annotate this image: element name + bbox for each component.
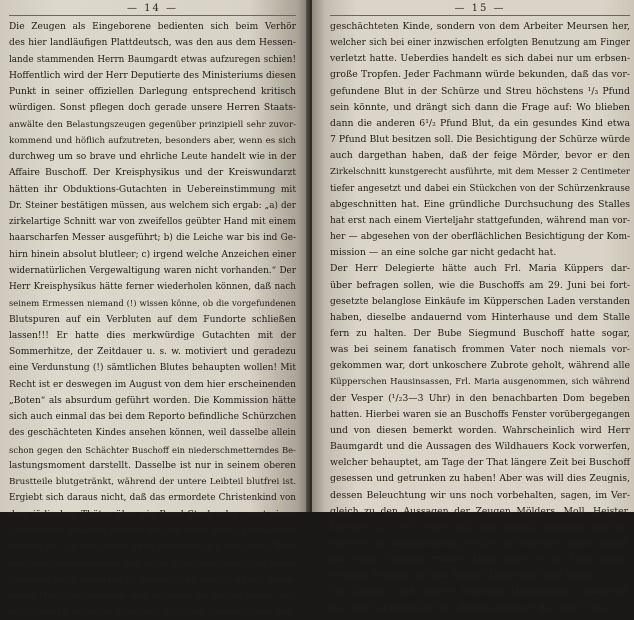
text-line: schon gegen den Schächter Buschoff ein niederschmetterndes Be- [9,444,296,455]
text-line: 7 Pfund Blut besitzen soll. Die Besichtigung der Schürze würde [330,134,631,146]
text-line: gleich zu den Aussagen der Zeugen Mölders, Moll, Heister, [330,505,630,517]
text-line: anwälte den Belastungszeugen gegenüber prinzipiell sehr zuvor- [9,119,296,130]
text-line: welcher sich bei einer inzwischen erfolgten Benutzung am Finger [330,38,630,49]
right-page-text [330,19,630,617]
page-number-right: — 15 — [330,3,630,16]
text-line: haben, dieselbe andauernd vom Hinterhause und dem Stalle [330,311,630,323]
text-line: Die Zeugen als Eingeborene bedienten sich beim Verhör [9,22,296,32]
text-line: der Vesper (¹/₂3—3 Uhr) in den benachbarten Dom begeben [330,392,630,404]
text-line: bar, und hat nunmehr der „Reichsanzeiger“ das Wort. Was [330,602,607,614]
text-line: hatten. Hierbei waren sie an Buschoffs Fenster vorübergegangen [330,409,630,420]
text-line: Umstand giebt ebenfalls zu denken. Und was ist an der Wann- [9,574,297,585]
text-line: welcher behauptet, am Tage der That längere Zeit bei Buschoff [330,457,630,469]
text-line: gefundene Blut in der Schürze und Streu höchstens ¹/₃ Pfund [330,85,630,97]
text-line: dessen Beleuchtung wir uns noch vorbehalten, sagen, im Ver- [330,489,630,501]
text-line: Sommerhitze, der Zeitdauer u. s. w. motiviert und geradezu [9,347,296,357]
text-line: her — abgesehen von der oberflächlichen Besichtigung der Kom- [330,232,630,243]
text-line: was bei seinem fanatisch frommen Vater noch niemals vor- [330,344,630,356]
text-line: „Boten“ als absurdum geführt worden. Die Kommission hätte [9,395,296,406]
text-line: ersterer sei unglaubwürdig, weil er bei schwerer Arbeit mand- [330,538,630,549]
text-line: mission — an eine solche gar nicht gedacht hat. [330,247,557,259]
text-line: lastungsmoment darstellt. Dasselbe ist nur in seinem oberen [9,460,296,471]
text-line: würdige Zeugen auf dem flachen Lande gar nicht mehr. [330,570,594,582]
text-line: lassen!!! Er hatte dies merkwürdige Gutachten mit der [9,330,296,341]
text-line: abgeschnitten hat. Eine gründliche Durchsuchung des Stalles [330,198,630,210]
text-line: sich auch einmal das bei dem Reporto befindliche Schürzchen [9,412,297,422]
text-line: gekommen war, dort unkoschere Zubrote geholt, während alle [330,360,630,372]
text-line: Der Herr Delegierte hätte auch Frl. Maria Küppers dar- [330,263,630,275]
text-line: tiefer angesetzt und dabei ein Stückchen von der Schürzenkrause [330,183,630,194]
text-line: widernatürlichen Vergewaltigung waren nicht vorhanden.“ Der [9,265,296,276]
text-line: verletzt hatte. Ueberdies handelt es sich dabei nur um erbsen- [330,53,630,65]
text-line: und von diesen bemerkt worden. Wahrscheinlich wird Herr [330,424,630,436]
text-line: große Tropfen. Jeder Fachmann würde bekunden, daß das vor- [330,69,630,81]
text-line: Herr Kreisphysikus hätte ferner wiederholen können, daß nach [9,282,296,292]
text-line: durchweg um so brave und ehrliche Leute handelt wie in der [9,152,296,162]
text-line: Kernder u. s. w.? Oder will man wirklich glauben machen, [330,521,630,533]
text-line: eine Verdunstung (!) sämtlichen Blutes behaupten wollen! Mit [9,363,296,374]
text-line: fern zu halten. Der Bube Siegmund Buschoff hatte sogar, [330,327,630,339]
text-line: seinem Ermessen niemand (!) wissen könne, ob die vorgefundenen [9,298,296,309]
text-line: dann die anderen 6¹/₂ Pfund Blut, da ein gesundes Kind etwa [330,117,630,129]
text-line: mühle (Kornklappermühle, welche neben der Leiche stand), vor- [9,590,296,601]
text-line: über befragen sollen, wie die Buschoffs am 29. Juni bei fort- [330,279,630,291]
text-line: hirn hinein absolut blutleer; c) irgend welche Anzeichen einer [9,249,296,260]
text-line: Brustteile blutgetränkt, während der untere Leibteil blutfrei ist. [9,477,296,487]
text-line: des geschächteten Kindes ansehen können, weil dasselbe allein [9,428,296,439]
left-page [0,0,310,617]
left-page-text [9,19,296,620]
text-line: Im übrigen sind unsere früheren Darlegungen unanfecht- [330,586,630,598]
right-page [312,0,634,614]
text-line: dem jüdischen Thäter über ein Bund Stroh oder sonst einen [9,509,296,520]
text-line: Küpperschen Hausinsassen, Frl. Maria ausgenommen, sich während [330,377,630,388]
page-number-left: — 14 — [9,3,296,16]
text-line: gesetzte belanglose Einkäufe im Küpperschen Laden verstanden [330,296,630,307]
text-line: hat erst nach einem Vierteljahr stattgefunden, während man vor- [330,215,630,226]
text-line: Recht ist er deswegen im August von dem hier erscheinenden [9,379,296,390]
text-line: zirkelartige Schnitt war von zweifellos geübter Hand mit einem [9,217,296,227]
text-line: Punkt in seiner offiziellen Darlegung entsprechend kritisch [9,87,296,97]
text-line: worden ist? An dem einen Fuße befanden sich auch noch Blut- [9,542,296,552]
text-line: würdigen. Sonst pflegen doch gerade unsere Herren Staats- [9,103,296,114]
text-line: Dr. Steiner bestätigen müssen, aus welchem sich ergab: „a) der [9,200,296,211]
text-line: geschächteten Kinde, sondern von dem Arbeiter Meursen her, [330,21,630,32]
text-line: Gegenstand gehalten worden und auf diese Weise geschächtet [9,525,296,536]
text-line: kommend und höflich aufzutreten, besonders aber, wenn es sich [9,135,296,146]
text-line: sein könnte, und drängt sich dann die Frage auf: Wo blieben [330,101,630,113]
text-line: lande stammenden Herrn Baumgardt etwas aufzuregen schien! [9,54,296,65]
text-line: Affaire Buschoff. Der Kreisphysikus und der Kreiswundarzt [9,168,296,179]
text-line: Zirkelschnitt kunstgerecht ausführte, mit dem Messer 2 Centimeter [330,167,630,178]
text-line: Blutspuren auf ein Verbluten auf dem Fundorte schließen [9,314,296,325]
text-line: gesessen und getrunken zu haben! Aber was will dies Zeugnis, [330,473,630,485]
text-line: teile, aber gewissermaßen Blut selbst auffallenderweise gar! Dieser [9,558,296,569]
text-line: hätten ihr Obduktions-Gutachten in Uebereinstimmung mit [9,184,296,195]
text-line: Baumgardt und die Aussagen des Wildhauers Kock vorwerfen, [330,441,630,453]
text-line: des hier landläufigen Plattdeutsch, was den aus dem Hessen- [9,38,296,49]
text-line: haarscharfen Messer ausgeführt; b) die Leiche war bis ind Ge- [9,233,296,244]
text-line: gefundenen Blutspritzer anbelangt, so führen diese nicht von dem [9,607,294,617]
text-line: Hoffentlich wird der Herr Deputierte des Ministeriums diesen [9,70,296,81]
text-line: Ergiebt sich daraus nicht, daß das ermordete Christenkind von [9,493,296,504]
text-line: auch dargethan haben, daß der feige Mörder, bevor er den [330,150,630,162]
text-line: mal einen Schnaps tränke? Dann gäbe es am Ende glaub- [330,554,630,566]
